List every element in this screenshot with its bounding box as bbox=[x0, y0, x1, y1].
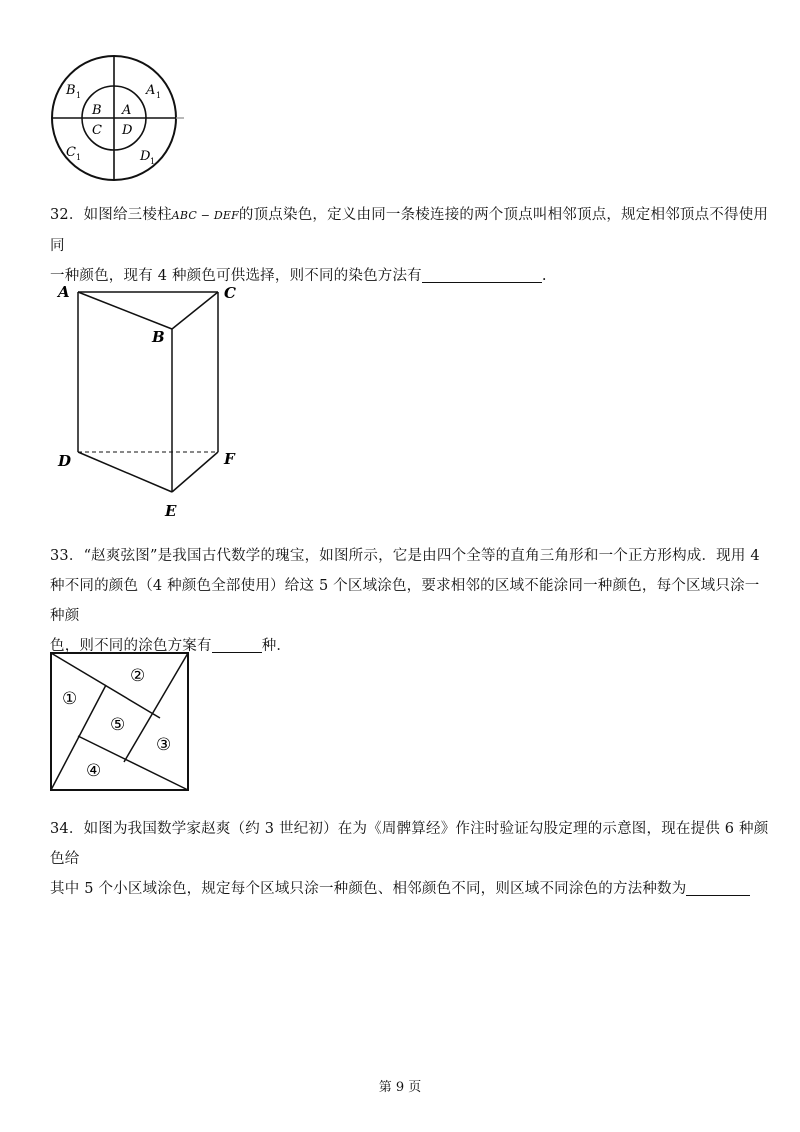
label-b1: B bbox=[66, 83, 76, 98]
label-c1-sub: 1 bbox=[76, 153, 82, 162]
region-1: ① bbox=[62, 689, 78, 709]
q34-line-2: 其中 5 个小区域涂色，规定每个区域只涂一种颜色、相邻颜色不同，则区域不同涂色的方法种数为 bbox=[50, 874, 770, 904]
vertex-b: B bbox=[152, 328, 165, 346]
q33-line-3: 色，则不同的涂色方案有 种． bbox=[50, 631, 770, 661]
q33-answer-blank[interactable] bbox=[212, 634, 262, 653]
label-a: A bbox=[122, 103, 132, 118]
vertex-a: A bbox=[58, 283, 70, 301]
q34-answer-blank[interactable] bbox=[686, 877, 750, 896]
edge-ef bbox=[172, 452, 218, 492]
q32-line-2: 一种颜色，现有 4 种颜色可供选择，则不同的染色方法有 . bbox=[50, 261, 770, 291]
region-4: ④ bbox=[86, 761, 102, 781]
label-d1-sub: 1 bbox=[150, 157, 156, 166]
q33-line-2: 种不同的颜色（4 种颜色全部使用）给这 5 个区域涂色，要求相邻的区域不能涂同一种颜色，每个区域只涂一种颜 bbox=[50, 578, 760, 624]
page-footer: 第 9 页 bbox=[378, 1080, 422, 1095]
vertex-e: E bbox=[165, 502, 177, 520]
question-33 bbox=[50, 541, 770, 661]
label-c: C bbox=[92, 123, 102, 138]
q34-number: 34． bbox=[50, 821, 84, 837]
q33-number: 33． bbox=[50, 548, 84, 564]
q32-math: ABC − DEF bbox=[171, 209, 239, 222]
region-5: ⑤ bbox=[110, 715, 126, 735]
prism-figure bbox=[54, 278, 254, 523]
q32-line-1: 32．如图给三棱柱ABC − DEF的顶点染色，定义由同一条棱连接的两个顶点叫相邻顶点，规定相邻顶点不得使用同 bbox=[50, 207, 769, 254]
q34-line-1: 34．如图为我国数学家赵爽（约 3 世纪初）在为《周髀算经》作注时验证勾股定理的示意图，现在提供 6 种颜色给 bbox=[50, 821, 769, 867]
label-b1-sub: 1 bbox=[76, 91, 82, 100]
q33-line-1: 33．“赵爽弦图”是我国古代数学的瑰宝，如图所示，它是由四个全等的直角三角形和一个正方形构成．现用 4 bbox=[50, 548, 760, 564]
label-a1-sub: 1 bbox=[156, 91, 162, 100]
question-34 bbox=[50, 814, 770, 904]
vertex-d: D bbox=[58, 452, 72, 470]
vertex-f: F bbox=[224, 450, 235, 468]
label-b: B bbox=[92, 103, 102, 118]
edge-de bbox=[78, 452, 172, 492]
q32-number: 32． bbox=[50, 207, 84, 223]
label-a1: A bbox=[146, 83, 156, 98]
label-d1: D bbox=[140, 149, 151, 164]
edge-ab bbox=[78, 292, 172, 329]
circle-region-figure bbox=[48, 52, 188, 192]
region-2: ② bbox=[130, 666, 146, 686]
q32-answer-blank[interactable] bbox=[422, 264, 542, 283]
zhao-shuang-figure bbox=[48, 650, 193, 795]
region-3: ③ bbox=[156, 735, 172, 755]
label-d: D bbox=[122, 123, 133, 138]
vertex-c: C bbox=[224, 284, 236, 302]
label-c1: C bbox=[66, 145, 76, 160]
edge-bc bbox=[172, 292, 218, 329]
